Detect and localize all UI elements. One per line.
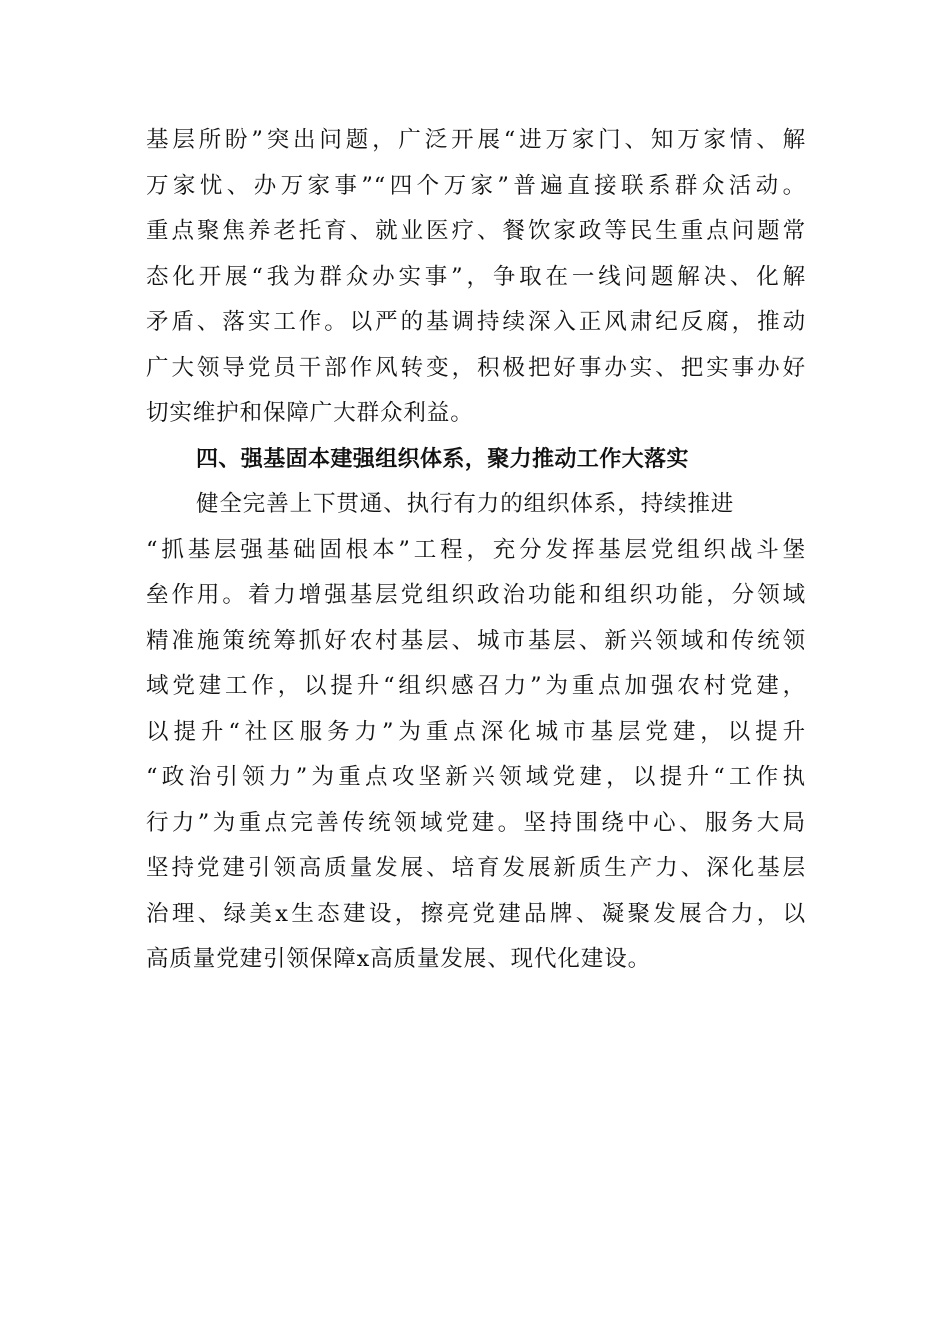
text-line: 精准施策统筹抓好农村基层、城市基层、新兴领域和传统领 [146, 627, 806, 654]
text-line: 以提升“社区服务力”为重点深化城市基层党建，以提升 [146, 718, 806, 745]
text-line: 切实维护和保障广大群众利益。 [146, 400, 474, 426]
text-line: 矛盾、落实工作。以严的基调持续深入正风肃纪反腐，推动 [146, 309, 806, 335]
text-line: “政治引领力”为重点攻坚新兴领域党建，以提升“工作执 [146, 764, 806, 790]
text-line: 健全完善上下贯通、执行有力的组织体系，持续推进 [196, 491, 735, 517]
text-line: 广大领导党员干部作风转变，积极把好事办实、把实事办好 [146, 354, 806, 381]
text-line: 域党建工作，以提升“组织感召力”为重点加强农村党建， [146, 673, 806, 699]
text-line: 坚持党建引领高质量发展、培育发展新质生产力、深化基层 [146, 855, 806, 881]
document-body [146, 118, 806, 983]
text-line: 万家忧、办万家事”“四个万家”普遍直接联系群众活动。 [146, 172, 806, 199]
text-line: 态化开展“我为群众办实事”，争取在一线问题解决、化解 [146, 263, 806, 290]
text-line: “抓基层强基础固根本”工程，充分发挥基层党组织战斗堡 [146, 536, 806, 563]
paragraph-section4 [146, 482, 806, 983]
section-heading: 四、强基固本建强组织体系，聚力推动工作大落实 [196, 446, 689, 472]
paragraph-continued [146, 118, 806, 437]
text-line: 基层所盼”突出问题，广泛开展“进万家门、知万家情、解 [146, 127, 806, 153]
text-line: 行力”为重点完善传统领域党建。坚持围绕中心、服务大局 [146, 809, 806, 836]
text-line: 重点聚焦养老托育、就业医疗、餐饮家政等民生重点问题常 [146, 218, 806, 244]
text-line: 治理、绿美x生态建设，擦亮党建品牌、凝聚发展合力，以 [146, 900, 806, 927]
text-line: 高质量党建引领保障x高质量发展、现代化建设。 [146, 946, 651, 972]
text-line: 垒作用。着力增强基层党组织政治功能和组织功能，分领域 [146, 582, 806, 608]
